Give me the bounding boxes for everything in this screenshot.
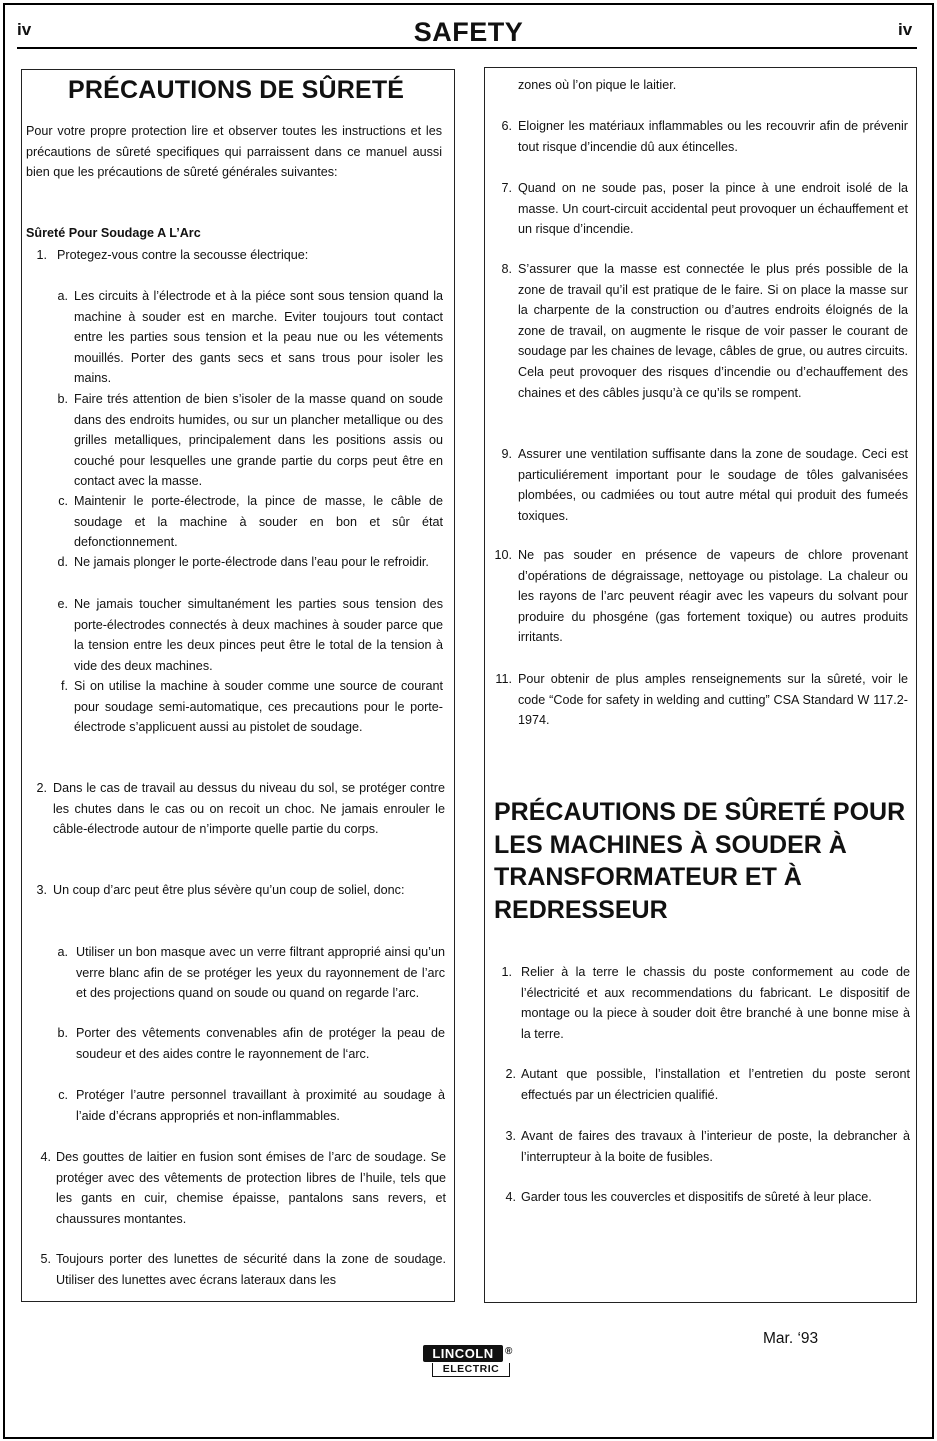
- sub-item-1f: Si on utilise la machine à souder comme une source de courant pour soudage semi-automatique, ces precautions pour le porte-électrode s’applicuent aussi au pistolet de soudage.: [74, 679, 443, 735]
- item-number: 1.: [36, 248, 47, 262]
- item-number: 8.: [501, 262, 512, 276]
- item-3: Un coup d’arc peut être plus sévère qu’un coup de soliel, donc:: [53, 883, 405, 897]
- section-item-4: Garder tous les couvercles et dispositifs de sûreté à leur place.: [521, 1190, 872, 1204]
- sub-label: e.: [57, 597, 68, 611]
- item-6: Eloigner les matériaux inflammables ou les recouvrir afin de prévenir tout risque d’incendie dû aux étincelles.: [518, 119, 908, 154]
- logo-lincoln-text: LINCOLN: [423, 1345, 503, 1362]
- item-9: Assurer une ventilation suffisante dans la zone de soudage. Ceci est particuliérement important pour le soudage de tôles galvanisées plombées, ou cadmiées ou tout autre métal qui produit des fumeés toxiques.: [518, 447, 908, 523]
- item-number: 2.: [36, 781, 47, 795]
- sub-label: d.: [57, 555, 68, 569]
- sub-item-3b: Porter des vêtements convenables afin de protéger la peau de soudeur et des aides contre le rayonnement de l‘arc.: [76, 1026, 445, 1061]
- item-number: 4.: [505, 1190, 516, 1204]
- sub-label: f.: [61, 679, 68, 693]
- sub-label: c.: [58, 494, 68, 508]
- sub-item-1e: Ne jamais toucher simultanément les parties sous tension des porte-électrodes connectés à deux machines à souder parce que la tension entre les deux pinces peut être le total de la tension à vide des deux machines.: [74, 597, 443, 673]
- logo-electric-text: ELECTRIC: [432, 1363, 510, 1377]
- sub-item-1a: Les circuits à l’électrode et à la piéce sont sous tension quand la machine à souder est en marche. Eviter toujours tout contact entre les parties sous tension et la peau nue ou les vétements mouillés. Porter des gants secs et sans trous pour isoler les mains.: [74, 289, 443, 386]
- item-number: 11.: [495, 672, 512, 686]
- intro-paragraph: Pour votre propre protection lire et observer toutes les instructions et les précautions de sûreté specifiques qui parraissent dans ce manuel aussi bien que les précautions de sûreté générales suivantes:: [26, 124, 442, 180]
- item-number: 9.: [501, 447, 512, 461]
- sub-item-1b: Faire trés attention de bien s’isoler de la masse quand on soude dans des endroits humides, ou sur un plancher metallique ou des grilles metalliques, principalement dans les positions assis ou couché pour lesquelles une grande partie du corps peut être en contact avec la masse.: [74, 392, 443, 489]
- item-number: 7.: [501, 181, 512, 195]
- sub-item-1c: Maintenir le porte-électrode, la pince de masse, le câble de soudage et la machine à souder en bon et sûr état defonctionnement.: [74, 494, 443, 550]
- transformer-rectifier-heading: PRÉCAUTIONS DE SÛRETÉ POUR LES MACHINES À SOUDER À TRANSFORMATEUR ET À REDRESSEUR: [494, 798, 906, 924]
- item-number: 2.: [505, 1067, 516, 1081]
- sub-item-3a: Utiliser un bon masque avec un verre filtrant approprié ainsi qu’un verre blanc afin de se protéger les yeux du rayonnement de l’arc et des projections quand on soude ou quand on regarde l’arc.: [76, 945, 445, 1001]
- item-10: Ne pas souder en présence de vapeurs de chlore provenant d’opérations de dégraissage, nettoyage ou pistolage. La chaleur ou les rayons de l’arc peuvent réagir avec les vapeurs du solvant pour produire du phosgéne (gas fortement toxique) ou autres produits irritants.: [518, 548, 908, 645]
- item-2: Dans le cas de travail au dessus du niveau du sol, se protéger contre les chutes dans le cas ou on recoit un choc. Ne jamais enrouler le câble-électrode autour de n’importe quelle partie du corps.: [53, 781, 445, 837]
- item-11: Pour obtenir de plus amples renseignements sur la sûreté, voir le code “Code for safety in welding and cutting” CSA Standard W 117.2-1974.: [518, 672, 908, 728]
- sub-label: b.: [57, 1026, 68, 1040]
- sub-label: b.: [57, 392, 68, 406]
- sub-item-3c: Protéger l’autre personnel travaillant à proximité au soudage à l’aide d’écrans appropriés et non-inflammables.: [76, 1088, 445, 1123]
- item-1: Protegez-vous contre la secousse électrique:: [57, 248, 309, 262]
- page-title: SAFETY: [413, 17, 524, 47]
- section-item-1: Relier à la terre le chassis du poste conformement au code de l’électricité et aux recommendations du fabricant. Le dispositif de montage ou la piece à souder doit être branché à une bonne mise à la terre.: [521, 965, 910, 1041]
- page-number-right: iv: [898, 20, 913, 39]
- sub-label: c.: [58, 1088, 68, 1102]
- item-number: 1.: [501, 965, 512, 979]
- sub-label: a.: [57, 945, 68, 959]
- header-rule: [17, 47, 917, 49]
- logo-registered-mark: ®: [505, 1346, 513, 1357]
- item-5-continued: zones où l’on pique le laitier.: [518, 78, 677, 92]
- item-number: 10.: [494, 548, 512, 562]
- item-number: 5.: [40, 1252, 51, 1266]
- item-number: 3.: [36, 883, 47, 897]
- item-number: 3.: [505, 1129, 516, 1143]
- main-heading: PRÉCAUTIONS DE SÛRETÉ: [68, 76, 405, 104]
- item-4: Des gouttes de laitier en fusion sont émises de l’arc de soudage. Se protéger avec des vêtements de protection libres de l’huile, tels que les gants en cuir, chemise épaisse, pantalons sans revers, et chaussures montantes.: [56, 1150, 446, 1226]
- item-8: S’assurer que la masse est connectée le plus prés possible de la zone de travail qu’il est pratique de le faire. Si on place la masse sur la charpente de la construction ou d’autres endroits éloignés de la zone de travail, on augmente le risque de voir passer le courant de soudage par les chaines de levage, câbles de grue, ou autres circuits. Cela peut provoquer des risques d’incendie ou d’echauffement des chaines et des câbles jusqu’à ce qu’ils se rompent.: [518, 262, 908, 400]
- item-7: Quand on ne soude pas, poser la pince à une endroit isolé de la masse. Un court-circuit accidental peut provoquer un échauffement et un risque d’incendie.: [518, 181, 908, 237]
- item-number: 4.: [40, 1150, 51, 1164]
- sub-label: a.: [57, 289, 68, 303]
- sub-item-1d: Ne jamais plonger le porte-électrode dans l’eau pour le refroidir.: [74, 555, 429, 569]
- item-5: Toujours porter des lunettes de sécurité dans la zone de soudage. Utiliser des lunettes avec écrans lateraux dans les: [56, 1252, 446, 1287]
- section-item-2: Autant que possible, l’installation et l’entretien du poste seront effectués par un électricien qualifié.: [521, 1067, 910, 1102]
- page-number-left: iv: [17, 20, 32, 39]
- section-item-3: Avant de faires des travaux à l’interieur de poste, la debrancher à l’interrupteur à la boite de fusibles.: [521, 1129, 910, 1164]
- arc-welding-subheading: Sûreté Pour Soudage A L’Arc: [26, 226, 201, 240]
- item-number: 6.: [501, 119, 512, 133]
- lincoln-electric-logo: [423, 1345, 511, 1378]
- revision-date: Mar. ‘93: [763, 1330, 819, 1347]
